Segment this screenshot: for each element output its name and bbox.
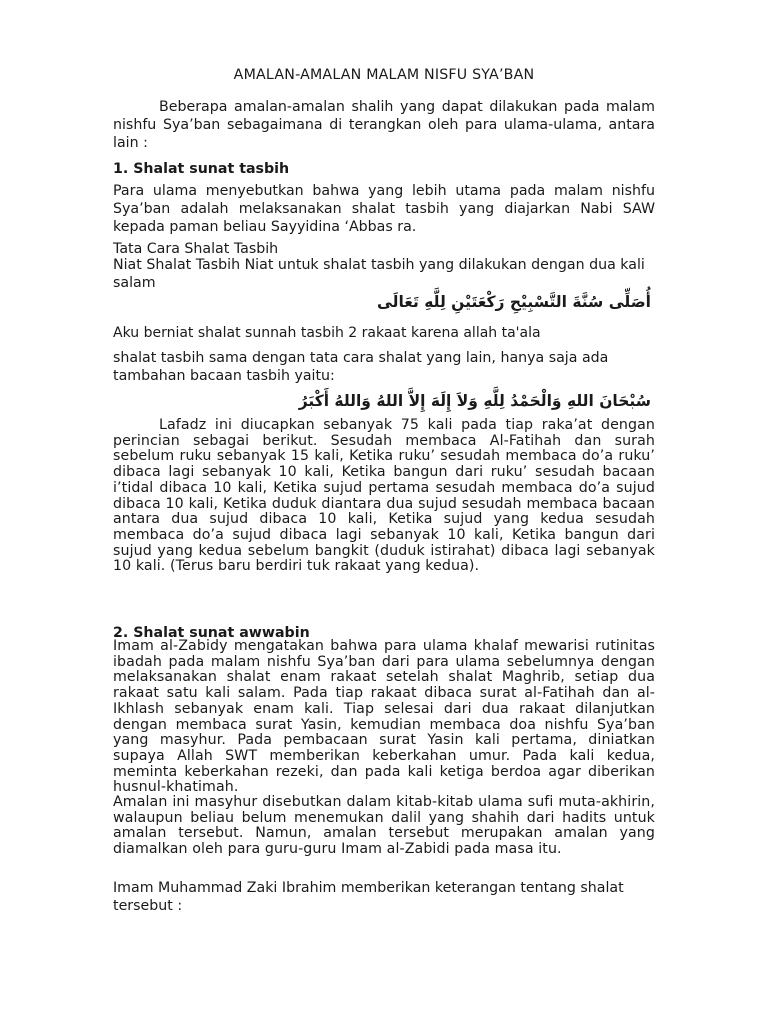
niat-translation: Aku berniat shalat sunnah tasbih 2 rakaat karena allah ta'ala [113, 325, 541, 341]
section-2-heading: 2. Shalat sunat awwabin [113, 625, 310, 641]
section-1-heading: 1. Shalat sunat tasbih [113, 161, 290, 177]
section-1-paragraph: Para ulama menyebutkan bahwa yang lebih utama pada malam nishfu Sya’ban adalah melaksanakan shalat tasbih yang diajarkan Nabi SAW kepada paman beliau Sayyidina ‘Abbas ra. [113, 183, 655, 235]
tasbih-intro-paragraph: shalat tasbih sama dengan tata cara shalat yang lain, hanya saja ada tambahan bacaan tasbih yaitu: [113, 350, 609, 384]
arabic-niat-text: أُصَلِّى سُنَّةَ التَّسْبِيْحِ رَكْعَتَيْنِ لِلَّهِ تَعَالَى [376, 293, 651, 311]
intro-paragraph: Beberapa amalan-amalan shalih yang dapat dilakukan pada malam nishfu Sya’ban sebagaimana di terangkan oleh para ulama-ulama, antara lain : [113, 99, 655, 151]
section-2-paragraph-3: Imam Muhammad Zaki Ibrahim memberikan keterangan tentang shalat tersebut : [113, 880, 624, 914]
arabic-tasbih-text: سُبْحَانَ اللهِ وَالْحَمْدُ لِلَّهِ وَلاَ إِلَهَ إِلاَّ اللهُ وَاللهُ أَكْبَرُ [298, 392, 651, 410]
section-2-paragraph-1: Imam al-Zabidy mengatakan bahwa para ulama khalaf mewarisi rutinitas ibadah pada malam nishfu Sya’ban dari para ulama sebelumnya dengan melaksanakan shalat enam rakaat setelah shalat Maghrib, setiap dua rakaat satu kali salam. Pada tiap rakaat dibaca surat al-Fatihah dan al-Ikhlash sebanyak enam kali. Tiap selesai dari dua rakaat dilanjutkan dengan membaca surat Yasin, kemudian membaca doa nishfu Sya’ban yang masyhur. Pada pembacaan surat Yasin kali pertama, diniatkan supaya Allah SWT memberikan keberkahan umur. Pada kali kedua, meminta keberkahan rezeki, dan pada kali ketiga berdoa agar diberikan husnul-khatimah. [113, 638, 655, 796]
lafadz-paragraph: Lafadz ini diucapkan sebanyak 75 kali pada tiap raka’at dengan perincian sebagai berikut. Sesudah membaca Al-Fatihah dan surah sebelum ruku sebanyak 15 kali, Ketika ruku’ sesudah membaca do’a ruku’ dibaca lagi sebanyak 10 kali, Ketika bangun dari ruku’ sesudah bacaan i’tidal dibaca 10 kali, Ketika sujud pertama sesudah membaca do’a sujud dibaca 10 kali, Ketika duduk diantara dua sujud sesudah membaca bacaan antara dua sujud dibaca 10 kali, Ketika sujud yang kedua sesudah membaca do’a sujud dibaca lagi sebanyak 10 kali, Ketika bangun dari sujud yang kedua sebelum bangkit (duduk istirahat) dibaca lagi sebanyak 10 kali. (Terus baru berdiri tuk rakaat yang kedua). [113, 417, 655, 575]
tata-cara-label: Tata Cara Shalat Tasbih [113, 241, 279, 257]
section-2-paragraph-2: Amalan ini masyhur disebutkan dalam kitab-kitab ulama sufi muta-akhirin, walaupun beliau belum menemukan dalil yang shahih dari hadits untuk amalan tersebut. Namun, amalan tersebut merupakan amalan yang diamalkan oleh para guru-guru Imam al-Zabidi pada masa itu. [113, 794, 655, 858]
niat-paragraph: Niat Shalat Tasbih Niat untuk shalat tasbih yang dilakukan dengan dua kali salam [113, 257, 645, 291]
document-title: AMALAN-AMALAN MALAM NISFU SYA’BAN [233, 67, 535, 83]
